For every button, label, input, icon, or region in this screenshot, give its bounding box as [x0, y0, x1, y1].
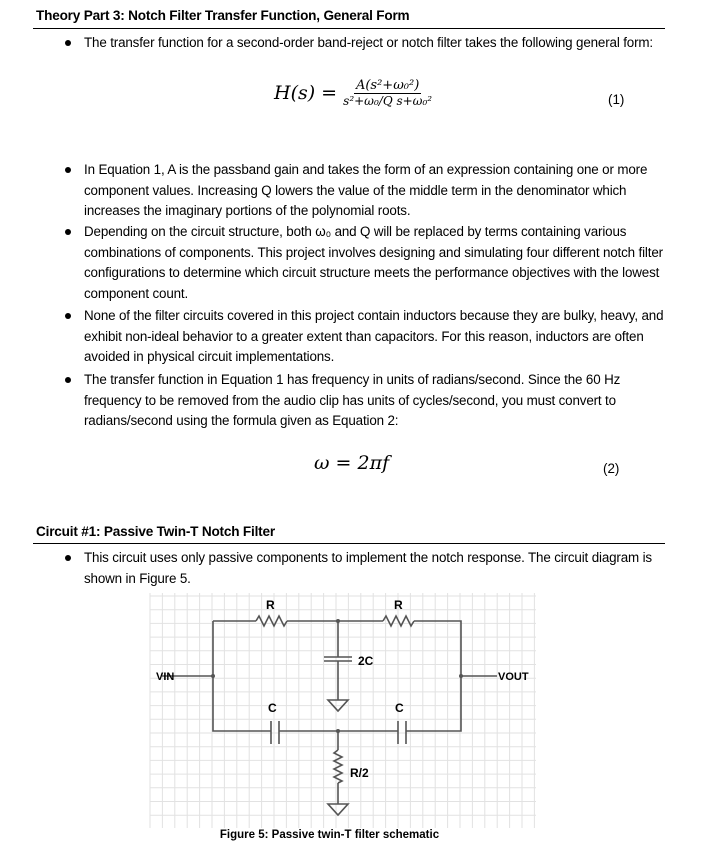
grid	[150, 593, 536, 828]
eq2-number: (2)	[603, 461, 620, 476]
label-c2: C	[395, 701, 404, 715]
equation-2: ω = 2πf	[314, 452, 390, 474]
label-vin: VIN	[156, 671, 175, 683]
resistor-r1	[256, 616, 287, 626]
bullet-passband: In Equation 1, A is the passband gain and takes the form of an expression containing one or more component values. Increasing Q lowers the value of the middle term in the denominator which increases the imaginary portions of the polynomial roots.	[84, 160, 674, 222]
label-2c: 2C	[358, 654, 374, 668]
figure-caption	[0, 829, 701, 841]
ground-bottom	[328, 804, 348, 815]
eq1-number: (1)	[608, 92, 625, 107]
bullet-circuit: This circuit uses only passive components to implement the notch response. The circuit diagram is shown in Figure 5.	[84, 548, 674, 589]
capacitor-2c	[324, 657, 352, 661]
label-c1: C	[268, 701, 277, 715]
bullet-inductors: None of the filter circuits covered in this project contain inductors because they are bulky, heavy, and exhibit non-ideal behavior to a greater extent than capacitors. For this reason, inductors are often avoided in physical circuit implementations.	[84, 306, 674, 368]
label-r2: R	[394, 598, 403, 612]
label-r1: R	[266, 598, 275, 612]
eq1-numerator: A(s²+ω₀²)	[355, 78, 420, 93]
eq1-lhs: H(s) =	[274, 82, 338, 104]
section-heading-circuit: Circuit #1: Passive Twin-T Notch Filter	[36, 524, 275, 539]
bullet-units: The transfer function in Equation 1 has frequency in units of radians/second. Since the 60 Hz frequency to be removed from the audio clip has units of cycles/second, you must convert to radians/second using the formula given as Equation 2:	[84, 370, 674, 432]
resistor-r-half	[334, 750, 342, 783]
figure-caption-text: Figure 5: Passive twin-T filter schematic	[219, 829, 440, 841]
section-heading: Theory Part 3: Notch Filter Transfer Function, General Form	[36, 8, 410, 23]
label-vout: VOUT	[498, 671, 529, 683]
label-r-half: R/2	[350, 766, 369, 780]
eq1-denominator: s²+ω₀/Q s+ω₀²	[343, 94, 433, 108]
bullet-structure: Depending on the circuit structure, both ω₀ and Q will be replaced by terms containing various combinations of components. This project involves designing and simulating four different notch filter configurations to determine which circuit structure meets the performance objectives with the lowest component count.	[84, 222, 674, 304]
bullet-intro: The transfer function for a second-order band-reject or notch filter takes the following general form:	[84, 33, 674, 54]
